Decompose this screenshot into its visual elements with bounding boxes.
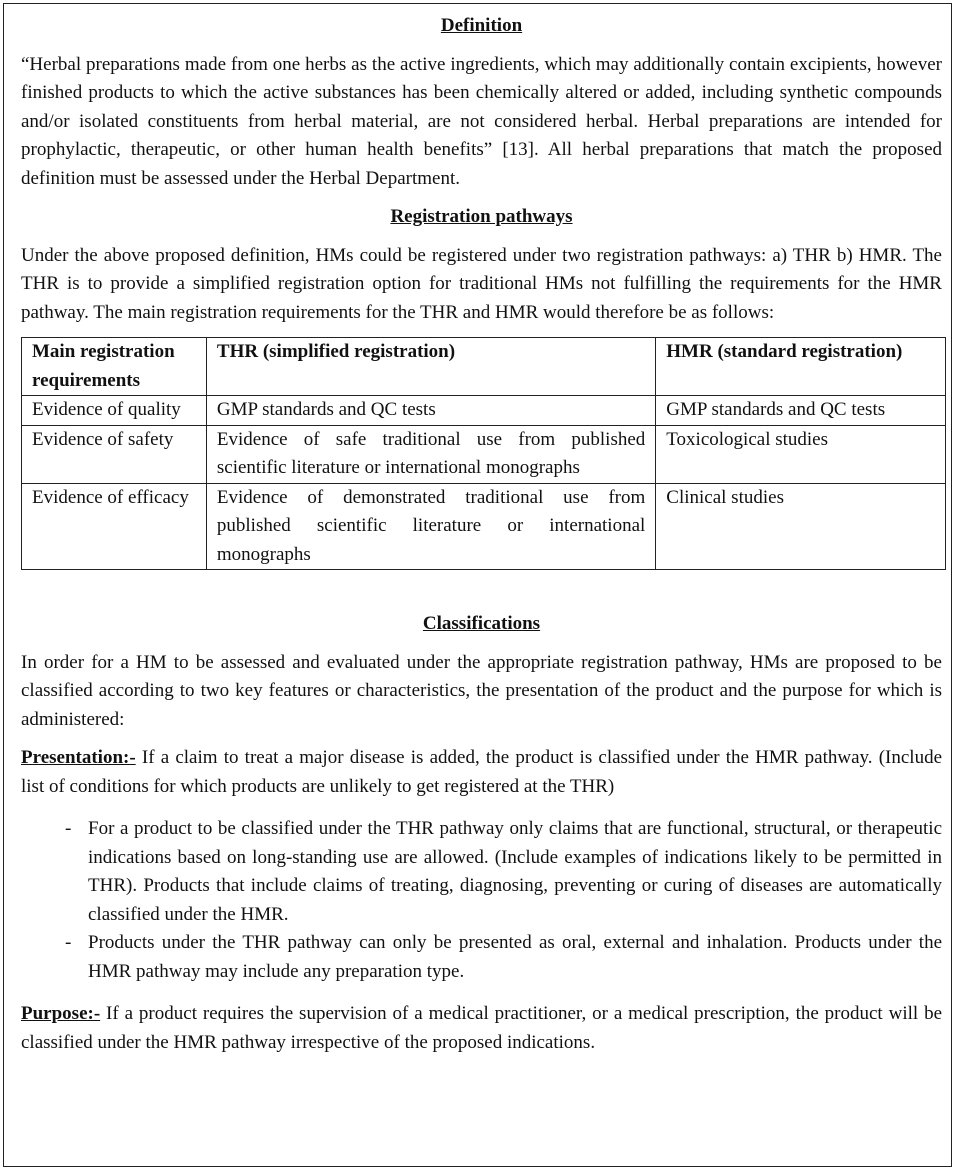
- table-cell: Evidence of safe traditional use from published scientific literature or international monographs: [206, 425, 655, 483]
- list-item: - Products under the THR pathway can only be presented as oral, external and inhalation. Products under the HMR pathway may include any preparation type.: [21, 929, 942, 986]
- definition-heading: Definition: [440, 15, 523, 36]
- definition-text: “Herbal preparations made from one herbs as the active ingredients, which may additionally contain excipients, however finished products to which the active substances has been chemically altered or added, including synthetic compounds and/or isolated constituents from herbal material, are not considered herbal. Herbal preparations are intended for prophylactic, therapeutic, or other human health benefits” [13]. All herbal preparations that match the proposed definition must be assessed under the Herbal Department.: [21, 53, 942, 189]
- table-cell: Evidence of demonstrated traditional use from published scientific literature or international monographs: [206, 483, 655, 570]
- table-row: [22, 425, 946, 483]
- table-header-row: [22, 338, 946, 396]
- table-cell: Clinical studies: [656, 483, 946, 570]
- table-cell: Toxicological studies: [656, 425, 946, 483]
- list-item: - For a product to be classified under the THR pathway only claims that are functional, structural, or therapeutic indications based on long-standing use are allowed. (Include examples of indications likely to be permitted in THR). Products that include claims of treating, diagnosing, preventing or curing of diseases are automatically classified under the HMR.: [21, 815, 942, 929]
- table-row: [22, 483, 946, 570]
- table-cell: GMP standards and QC tests: [206, 396, 655, 426]
- table-header-cell: Main registration requirements: [22, 338, 207, 396]
- classifications-heading: Classifications: [422, 613, 541, 634]
- presentation-paragraph: [21, 744, 942, 801]
- document-frame: [3, 3, 952, 1167]
- document-content: [21, 12, 942, 1057]
- table-header-cell: HMR (standard registration): [656, 338, 946, 396]
- table-row: [22, 396, 946, 426]
- table-cell: GMP standards and QC tests: [656, 396, 946, 426]
- table-cell: Evidence of safety: [22, 425, 207, 483]
- registration-heading: Registration pathways: [390, 206, 573, 227]
- table-cell: Evidence of efficacy: [22, 483, 207, 570]
- classifications-intro: In order for a HM to be assessed and evaluated under the appropriate registration pathway, HMs are proposed to be classified according to two key features or characteristics, the presentation of the product and the purpose for which is administered:: [21, 651, 942, 730]
- purpose-text: If a product requires the supervision of a medical practitioner, or a medical prescription, the product will be classified under the HMR pathway irrespective of the proposed indications.: [21, 1003, 942, 1053]
- presentation-list: [21, 815, 942, 986]
- requirements-table: [21, 337, 946, 570]
- presentation-label: Presentation:-: [21, 747, 136, 768]
- table-header-cell: THR (simplified registration): [206, 338, 655, 396]
- purpose-paragraph: [21, 1000, 942, 1057]
- presentation-text: If a claim to treat a major disease is added, the product is classified under the HMR pathway. (Include list of conditions for which products are unlikely to get registered at the THR): [21, 747, 942, 797]
- registration-text: Under the above proposed definition, HMs could be registered under two registration pathways: a) THR b) HMR. The THR is to provide a simplified registration option for traditional HMs not fulfilling the requirements for the HMR pathway. The main registration requirements for the THR and HMR would therefore be as follows:: [21, 244, 942, 323]
- purpose-label: Purpose:-: [21, 1003, 101, 1024]
- table-cell: Evidence of quality: [22, 396, 207, 426]
